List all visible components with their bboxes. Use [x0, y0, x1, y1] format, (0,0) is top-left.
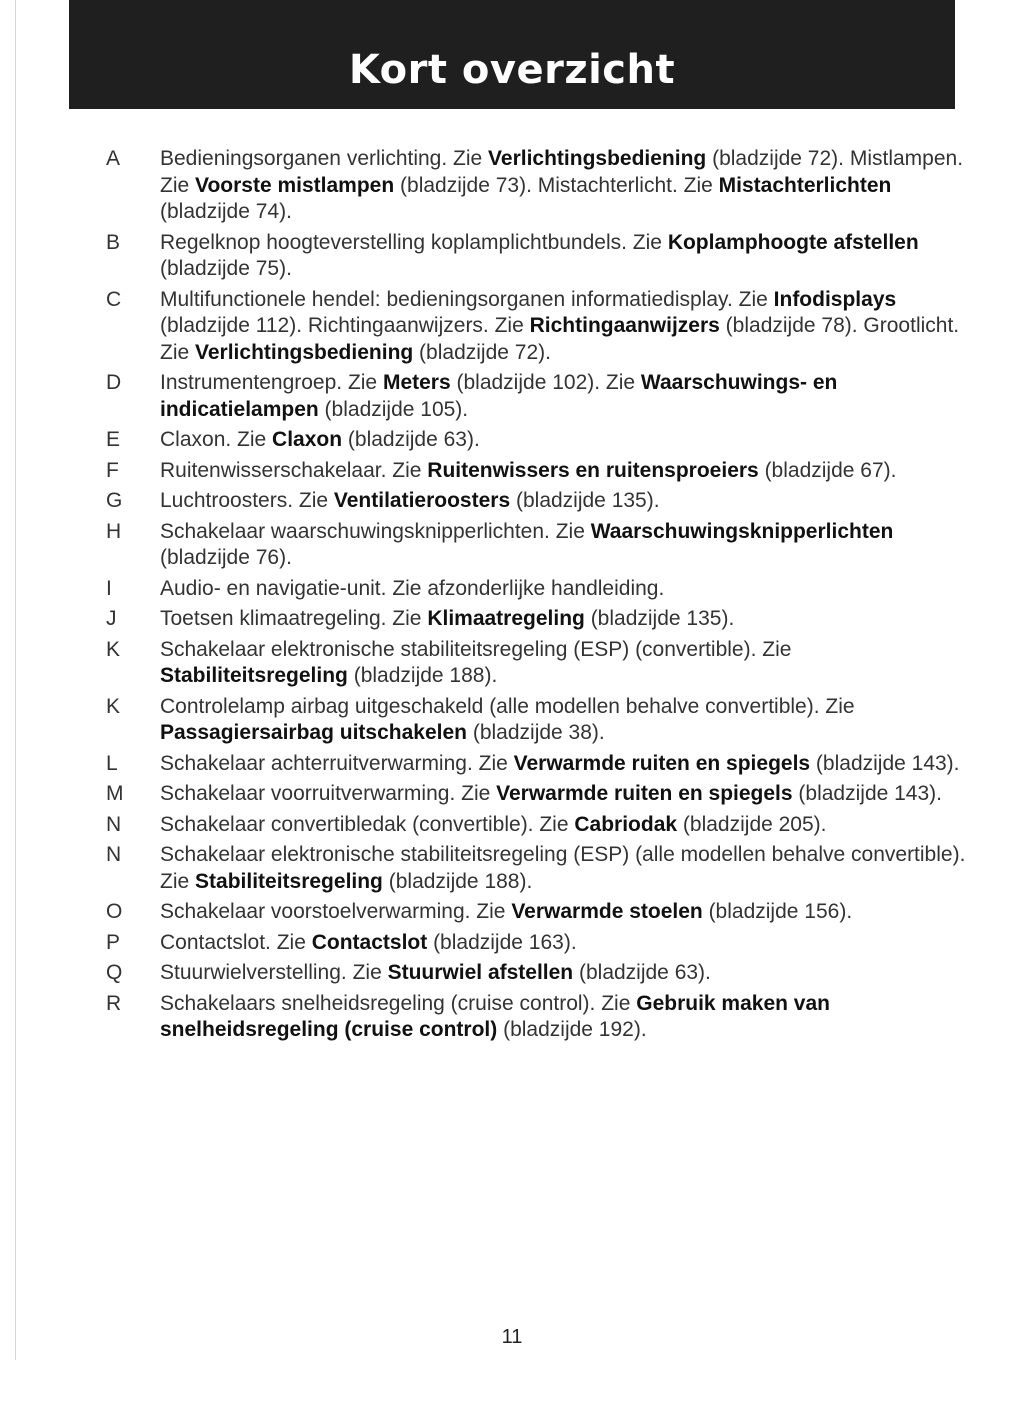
- list-item: [100, 751, 970, 778]
- description-text: Stuurwielverstelling. Zie: [160, 961, 388, 984]
- list-item: [100, 637, 970, 690]
- description-text: Schakelaar voorstoelverwarming. Zie: [160, 900, 512, 923]
- item-description: [160, 230, 970, 283]
- item-letter: D: [106, 371, 122, 394]
- item-description: [160, 606, 970, 633]
- cross-reference: Waarschuwings- en indicatielampen: [160, 371, 838, 421]
- description-text: (bladzijde 38).: [467, 721, 605, 744]
- list-item: [100, 694, 970, 747]
- description-text: (bladzijde 105).: [318, 397, 469, 421]
- list-item: [100, 991, 970, 1044]
- item-description: [160, 694, 970, 747]
- list-item: [100, 842, 970, 895]
- description-text: Schakelaars snelheidsregeling (cruise control). Zie: [160, 991, 637, 1015]
- description-text: (bladzijde 78). Grootlicht. Zie: [160, 314, 960, 364]
- description-text: (bladzijde 135).: [584, 607, 735, 630]
- description-text: (bladzijde 74).: [160, 200, 292, 223]
- description-text: Ruitenwisserschakelaar. Zie: [160, 458, 428, 482]
- item-description: [160, 576, 970, 603]
- list-item: [100, 576, 970, 603]
- list-item: [100, 519, 970, 572]
- description-text: (bladzijde 76).: [160, 546, 292, 569]
- overview-list: [100, 146, 970, 1048]
- description-text: (bladzijde 143).: [810, 751, 960, 775]
- cross-reference: Stabiliteitsregeling: [195, 869, 383, 893]
- item-letter: K: [106, 694, 121, 718]
- item-description: [160, 488, 970, 515]
- description-text: (bladzijde 192).: [497, 1018, 647, 1041]
- description-text: Claxon. Zie: [160, 428, 273, 451]
- cross-reference: Waarschuwingsknipperlichten: [590, 519, 894, 543]
- item-description: [160, 842, 970, 895]
- item-letter: C: [106, 287, 122, 311]
- description-text: Toetsen klimaatregeling. Zie: [160, 607, 428, 630]
- cross-reference: Mistachterlichten: [718, 173, 892, 197]
- item-letter: F: [106, 458, 119, 482]
- page-header: [69, 0, 955, 109]
- description-text: Audio- en navigatie-unit. Zie afzonderlijke handleiding.: [160, 576, 665, 600]
- item-letter: J: [106, 607, 117, 630]
- item-description: [160, 930, 970, 957]
- cross-reference: Stuurwiel afstellen: [387, 961, 574, 984]
- item-letter: R: [106, 991, 122, 1015]
- description-text: Instrumentengroep. Zie: [160, 371, 383, 394]
- list-item: [100, 230, 970, 283]
- item-letter: N: [106, 812, 122, 836]
- list-item: [100, 899, 970, 926]
- list-item: [100, 146, 970, 226]
- list-item: [100, 781, 970, 808]
- list-item: [100, 427, 970, 454]
- item-description: [160, 899, 970, 926]
- cross-reference: Meters: [382, 371, 451, 394]
- description-text: (bladzijde 112). Richtingaanwijzers. Zie: [160, 314, 530, 337]
- item-letter: A: [106, 147, 121, 170]
- description-text: Bedieningsorganen verlichting. Zie: [160, 147, 489, 170]
- item-description: [160, 458, 970, 485]
- description-text: Schakelaar elektronische stabiliteitsregeling (ESP) (convertible). Zie: [160, 637, 792, 661]
- description-text: Schakelaar convertibledak (convertible). Zie: [160, 812, 575, 836]
- description-text: (bladzijde 102). Zie: [450, 371, 641, 394]
- description-text: (bladzijde 67).: [758, 458, 897, 482]
- description-text: (bladzijde 156).: [702, 900, 853, 923]
- item-letter: B: [106, 230, 121, 254]
- cross-reference: Ventilatieroosters: [333, 489, 511, 512]
- cross-reference: Ruitenwissers en ruitensproeiers: [427, 458, 759, 482]
- description-text: (bladzijde 163).: [427, 930, 577, 954]
- cross-reference: Klimaatregeling: [427, 607, 585, 630]
- page-number: 11: [501, 1326, 523, 1348]
- description-text: Multifunctionele hendel: bedieningsorganen informatiedisplay. Zie: [160, 287, 774, 311]
- description-text: (bladzijde 188).: [347, 664, 498, 687]
- description-text: (bladzijde 72).: [413, 340, 551, 364]
- cross-reference: Verlichtingsbediening: [488, 147, 707, 170]
- item-letter: K: [106, 637, 121, 661]
- description-text: (bladzijde 205).: [677, 812, 827, 836]
- list-item: [100, 960, 970, 987]
- item-letter: N: [106, 843, 122, 866]
- list-item: [100, 606, 970, 633]
- cross-reference: Verlichtingsbediening: [195, 340, 414, 364]
- description-text: (bladzijde 73). Mistachterlicht. Zie: [394, 173, 719, 197]
- description-text: (bladzijde 72). Mistlampen. Zie: [160, 147, 964, 197]
- page-edge-line: [15, 0, 16, 1360]
- item-description: [160, 637, 970, 690]
- item-description: [160, 991, 970, 1044]
- description-text: (bladzijde 143).: [792, 782, 942, 805]
- item-letter: G: [106, 489, 123, 512]
- item-letter: I: [106, 576, 112, 600]
- list-item: [100, 458, 970, 485]
- cross-reference: Contactslot: [311, 930, 428, 954]
- item-description: [160, 751, 970, 778]
- cross-reference: Claxon: [272, 428, 343, 451]
- description-text: Luchtroosters. Zie: [160, 489, 334, 512]
- item-letter: M: [106, 782, 124, 805]
- description-text: Controlelamp airbag uitgeschakeld (alle modellen behalve convertible). Zie: [160, 694, 855, 718]
- list-item: [100, 930, 970, 957]
- description-text: (bladzijde 188).: [382, 869, 533, 893]
- description-text: (bladzijde 63).: [573, 961, 711, 984]
- list-item: [100, 370, 970, 423]
- cross-reference: Gebruik maken van snelheidsregeling (cruise control): [160, 991, 830, 1041]
- item-description: [160, 370, 970, 423]
- cross-reference: Infodisplays: [773, 287, 897, 311]
- cross-reference: Richtingaanwijzers: [529, 314, 720, 337]
- item-letter: O: [106, 900, 123, 923]
- description-text: Regelknop hoogteverstelling koplamplichtbundels. Zie: [160, 230, 668, 254]
- item-description: [160, 781, 970, 808]
- list-item: [100, 488, 970, 515]
- cross-reference: Passagiersairbag uitschakelen: [160, 721, 467, 744]
- cross-reference: Cabriodak: [574, 812, 678, 836]
- item-letter: P: [106, 930, 121, 954]
- item-description: [160, 519, 970, 572]
- page-title: Kort overzicht: [348, 47, 676, 93]
- item-letter: H: [106, 519, 122, 543]
- description-text: Schakelaar achterruitverwarming. Zie: [160, 751, 514, 775]
- description-text: Schakelaar elektronische stabiliteitsregeling (ESP) (alle modellen behalve convertible). Zie: [160, 843, 966, 893]
- description-text: Contactslot. Zie: [160, 930, 312, 954]
- item-letter: L: [106, 751, 118, 775]
- cross-reference: Koplamphoogte afstellen: [667, 230, 919, 254]
- description-text: (bladzijde 75).: [160, 257, 292, 280]
- list-item: [100, 287, 970, 367]
- item-description: [160, 287, 970, 367]
- item-description: [160, 427, 970, 454]
- cross-reference: Verwarmde stoelen: [511, 900, 703, 923]
- cross-reference: Voorste mistlampen: [195, 173, 395, 197]
- description-text: Schakelaar voorruitverwarming. Zie: [160, 782, 497, 805]
- item-description: [160, 960, 970, 987]
- cross-reference: Stabiliteitsregeling: [160, 664, 348, 687]
- list-item: [100, 812, 970, 839]
- item-letter: Q: [106, 961, 123, 984]
- item-description: [160, 812, 970, 839]
- description-text: (bladzijde 63).: [342, 428, 480, 451]
- description-text: Schakelaar waarschuwingsknipperlichten. Zie: [160, 519, 591, 543]
- cross-reference: Verwarmde ruiten en spiegels: [496, 782, 793, 805]
- cross-reference: Verwarmde ruiten en spiegels: [513, 751, 811, 775]
- description-text: (bladzijde 135).: [510, 489, 660, 512]
- item-description: [160, 146, 970, 226]
- item-letter: E: [106, 428, 121, 451]
